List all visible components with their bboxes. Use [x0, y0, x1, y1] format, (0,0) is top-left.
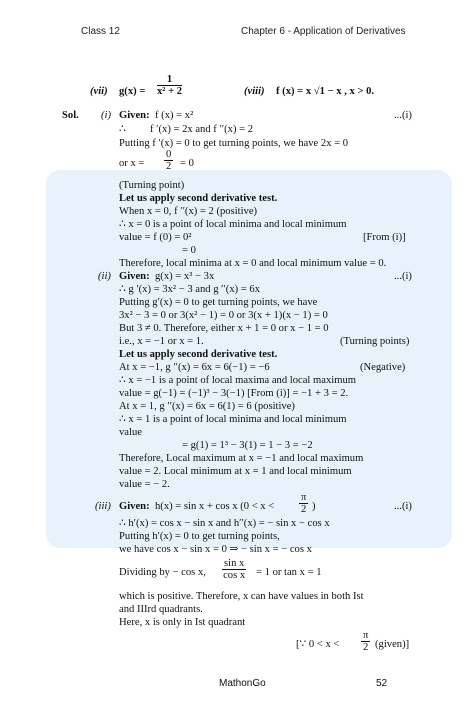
part-i-fraction [162, 149, 175, 172]
header-class: Class 12 [81, 26, 120, 37]
ref-i: ...(i) [394, 271, 412, 282]
sol-label: Sol. [62, 110, 79, 121]
part-i-or-x: or x = [119, 158, 145, 169]
therefore-symbol: ∴ [119, 124, 126, 135]
question-vii-fraction [155, 74, 184, 97]
part-ii-but: But 3 ≠ 0. Therefore, either x + 1 = 0 or x − 1 = 0 [119, 323, 329, 334]
part-ii-label: (ii) [98, 271, 111, 282]
part-iii-derivs: ∴ h′(x) = cos x − sin x and h′′(x) = − sin x − cos x [119, 518, 330, 529]
frac-denominator: x² + 2 [157, 86, 183, 97]
frac-denominator: 2 [301, 504, 307, 515]
part-iii-given: h(x) = sin x + cos x (0 < x < [155, 501, 275, 512]
part-ii-t2: value = 2. Local minimum at x = 1 and local minimum [119, 466, 352, 477]
page-number: 52 [376, 678, 388, 689]
part-ii-at2: At x = 1, g ′′(x) = 6x = 6(1) = 6 (positive) [119, 401, 295, 412]
part-iii-div: Dividing by − cos x, [119, 567, 206, 578]
given-label: Given: [119, 271, 150, 282]
part-ii-min2: value [119, 427, 142, 438]
part-ii-t3: value = − 2. [119, 479, 170, 490]
question-viii-text: f (x) = x √1 − x , x > 0. [276, 86, 375, 97]
question-viii-label: (viii) [244, 86, 265, 97]
part-iii-because-fraction [359, 630, 372, 653]
ref-i: ...(i) [394, 110, 412, 121]
frac-numerator: 1 [157, 74, 182, 86]
part-iii-close: ) [312, 501, 316, 512]
part-ii-eq: 3x² − 3 = 0 or 3(x² − 1) = 0 or 3(x + 1)(x − 1) = 0 [119, 310, 328, 321]
part-ii-t1: Therefore, Local maximum at x = −1 and local maximum [119, 453, 364, 464]
part-ii-min1: ∴ x = 1 is a point of local minima and local minimum [119, 414, 347, 425]
part-ii-negative: (Negative) [360, 362, 406, 373]
part-iii-here: Here, x is only in Ist quadrant [119, 617, 246, 628]
part-iii-putting: Putting h′(x) = 0 to get turning points, [119, 531, 280, 542]
part-ii-derivs: ∴ g ′(x) = 3x² − 3 and g ′′(x) = 6x [119, 284, 261, 295]
part-i-label: (i) [101, 110, 111, 121]
part-iii-label: (iii) [95, 501, 111, 512]
part-ii-ie: i.e., x = −1 or x = 1. [119, 336, 204, 347]
part-iii-div-rest: = 1 or tan x = 1 [256, 567, 322, 578]
header-chapter: Chapter 6 - Application of Derivatives [241, 26, 406, 37]
part-i-test: Let us apply second derivative test. [119, 193, 278, 204]
part-iii-have: we have cos x − sin x = 0 ⇒ − sin x = − cos x [119, 544, 312, 555]
frac-numerator: 0 [166, 149, 172, 160]
part-i-derivs: f ′(x) = 2x and f ′′(x) = 2 [150, 124, 254, 135]
part-i-given: f (x) = x² [155, 110, 194, 121]
ref-i: ...(i) [394, 501, 412, 512]
part-iii-div-fraction [220, 558, 248, 581]
frac-numerator: π [301, 492, 307, 503]
part-ii-turning: (Turning points) [340, 336, 410, 347]
part-iii-which2: and IIIrd quadrants. [119, 604, 203, 615]
part-iii-because: [∵ 0 < x < [296, 639, 340, 650]
part-ii-max2: value = g(−1) = (−1)³ − 3(−1) [From (i)] = −1 + 3 = 2. [119, 388, 349, 399]
given-label: Given: [119, 501, 150, 512]
frac-numerator: sin x [224, 558, 245, 569]
part-ii-max1: ∴ x = −1 is a point of local maxima and local maximum [119, 375, 356, 386]
frac-denominator: 2 [363, 642, 369, 653]
part-i-conclusion: Therefore, local minima at x = 0 and local minimum value = 0. [119, 258, 387, 269]
part-i-eq-zero: = 0 [180, 158, 194, 169]
frac-denominator: 2 [166, 161, 172, 172]
part-i-from-i: [From (i)] [363, 232, 406, 243]
part-ii-min3: = g(1) = 1³ − 3(1) = 1 − 3 = −2 [182, 440, 313, 451]
part-iii-which1: which is positive. Therefore, x can have values in both Ist [119, 591, 364, 602]
part-ii-given: g(x) = x³ − 3x [155, 271, 215, 282]
part-i-turning: (Turning point) [119, 180, 185, 191]
question-vii-lhs: g(x) = [119, 86, 146, 97]
frac-numerator: π [363, 630, 369, 641]
part-ii-putting: Putting g′(x) = 0 to get turning points, we have [119, 297, 318, 308]
part-i-min2: value = f (0) = 0² [119, 232, 192, 243]
part-i-when: When x = 0, f ′′(x) = 2 (positive) [119, 206, 258, 217]
part-i-min1: ∴ x = 0 is a point of local minima and local minimum [119, 219, 347, 230]
question-vii-label: (vii) [90, 86, 108, 97]
part-iii-pi-fraction [297, 492, 310, 515]
part-iii-given-end: (given)] [375, 639, 410, 650]
frac-denominator: cos x [223, 570, 246, 581]
part-i-putting: Putting f ′(x) = 0 to get turning points, we have 2x = 0 [119, 138, 349, 149]
footer-brand: MathonGo [219, 678, 266, 689]
part-ii-at1: At x = −1, g ′′(x) = 6x = 6(−1) = −6 [119, 362, 270, 373]
part-ii-test: Let us apply second derivative test. [119, 349, 278, 360]
given-label: Given: [119, 110, 150, 121]
part-i-min3: = 0 [182, 245, 196, 256]
